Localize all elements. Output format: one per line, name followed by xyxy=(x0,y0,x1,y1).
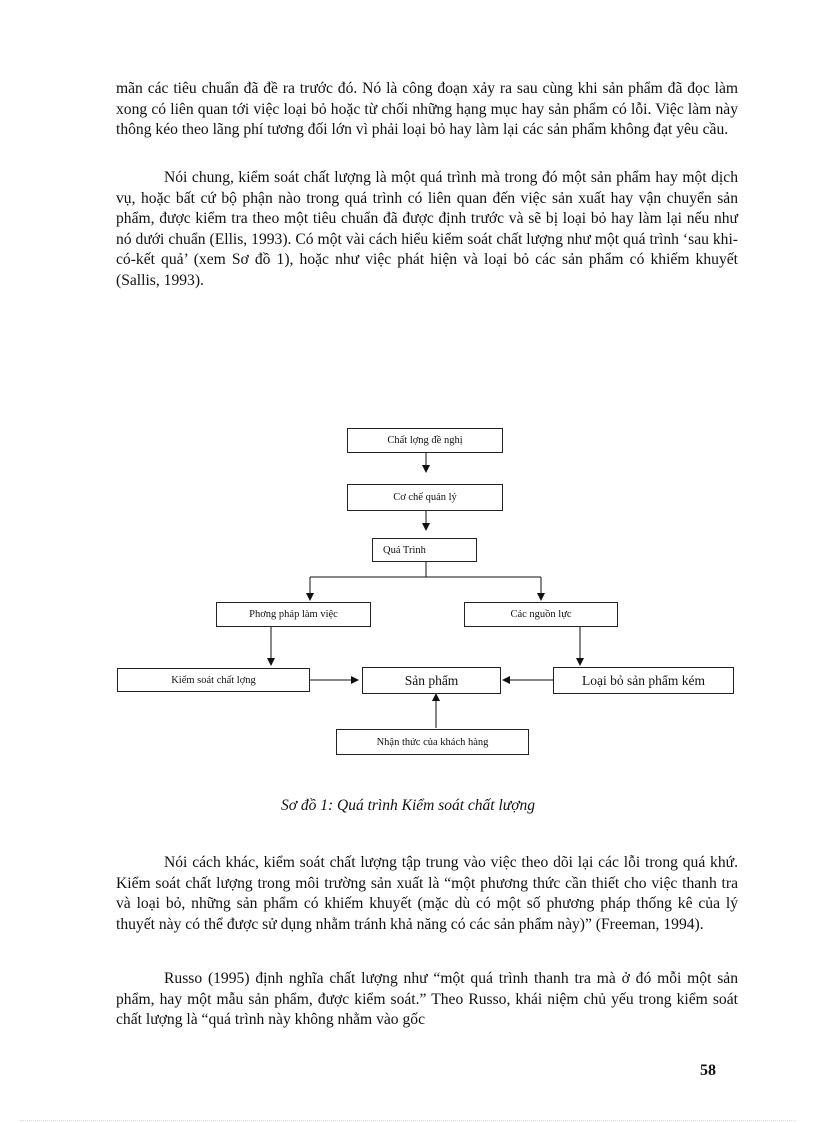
node-remove-defective: Loại bỏ sản phẩm kém xyxy=(553,667,734,694)
diagram-caption: Sơ đồ 1: Quá trình Kiểm soát chất lượng xyxy=(280,797,536,814)
node-working-method: Phơng pháp làm việc xyxy=(216,602,371,627)
node-quality-control: Kiểm soát chất lợng xyxy=(117,668,310,692)
node-resources: Các nguồn lực xyxy=(464,602,618,627)
diagram-connectors xyxy=(0,420,816,760)
footer-divider xyxy=(20,1120,796,1121)
node-proposed-quality: Chất lợng đề nghị xyxy=(347,428,503,453)
node-customer-perception: Nhận thức của khách hàng xyxy=(336,729,529,755)
node-product: Sản phẩm xyxy=(362,667,501,694)
page-number: 58 xyxy=(700,1062,716,1079)
node-management-mechanism: Cơ chế quản lý xyxy=(347,484,503,511)
paragraph-2: Nói chung, kiểm soát chất lượng là một quá trình mà trong đó một sản phẩm hay một dịch vụ, hoặc bất cứ bộ phận nào trong quá trình có liên quan đến việc sản xuất hay vận chuyển sản phẩm, được kiểm tra theo một tiêu chuẩn đã được định trước và sẽ bị loại bỏ hay làm lại nếu như nó dưới chuẩn (Ellis, 1993). Có một vài cách hiểu kiểm soát chất lượng như một quá trình ‘sau khi-có-kết quả’ (xem Sơ đồ 1), hoặc như việc phát hiện và loại bỏ các sản phẩm có khiếm khuyết (Sallis, 1993). xyxy=(116,169,738,289)
paragraph-3: Nói cách khác, kiểm soát chất lượng tập trung vào việc theo dõi lại các lỗi trong quá khứ. Kiểm soát chất lượng trong môi trường sản xuất là “một phương thức cần thiết cho việc thanh tra và loại bỏ, những sản phẩm có khiếm khuyết (mặc dù có một số phương pháp thống kê của lý thuyết này có thể được sử dụng nhằm tránh khả năng có các sản phẩm này)” (Freeman, 1994). xyxy=(116,854,738,933)
quality-control-diagram xyxy=(0,420,816,760)
paragraph-4: Russo (1995) định nghĩa chất lượng như “một quá trình thanh tra mà ở đó mỗi một sản phẩm, hay một mẫu sản phẩm, được kiểm soát.” Theo Russo, khái niệm chủ yếu trong kiểm soát chất lượng là “quá trình này không nhằm vào gốc xyxy=(116,970,738,1028)
node-process: Quá Trình xyxy=(372,538,477,562)
paragraph-1: mãn các tiêu chuẩn đã đề ra trước đó. Nó là công đoạn xảy ra sau cùng khi sản phẩm đã đọc làm xong có liên quan tới việc loại bỏ hoặc từ chối những hạng mục hay sản phẩm có lỗi. Việc làm này thông kéo theo lãng phí tương đối lớn vì phải loại bỏ hay làm lại các sản phẩm không đạt yêu cầu. xyxy=(116,80,738,138)
